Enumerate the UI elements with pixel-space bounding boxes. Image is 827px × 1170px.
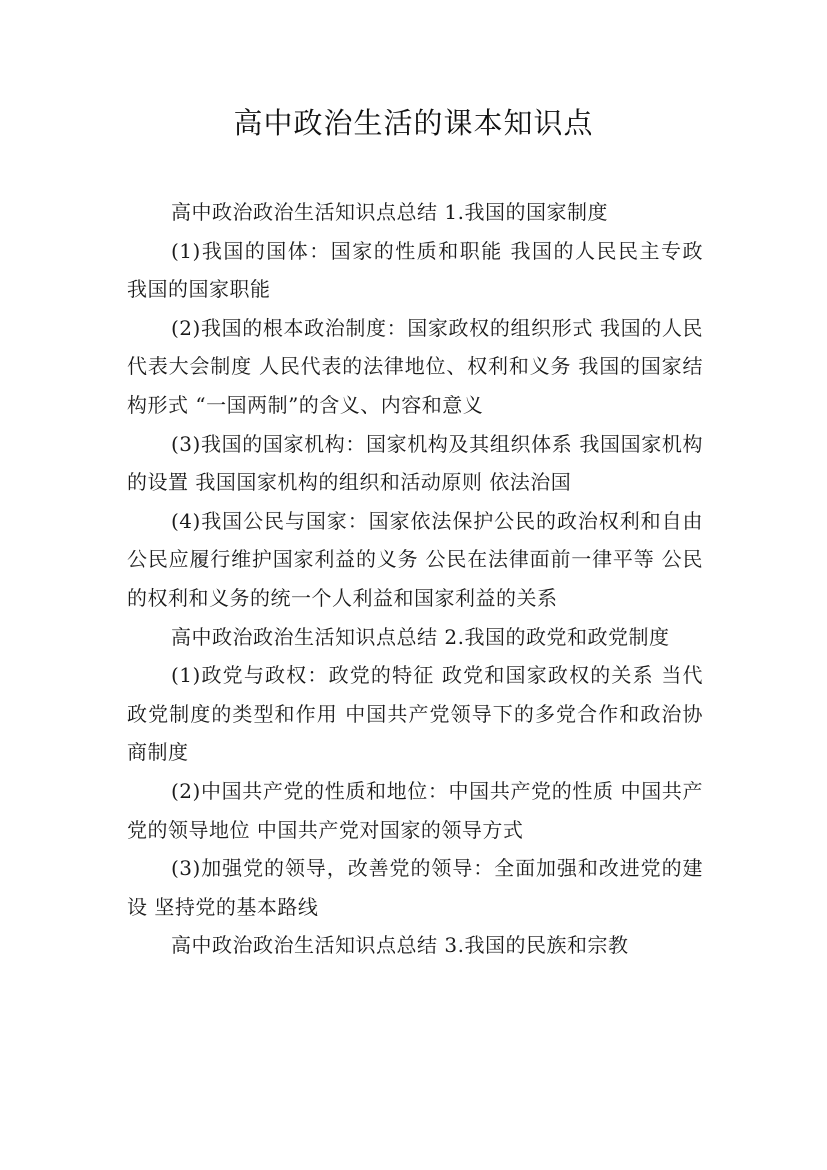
section-heading-2: 高中政治政治生活知识点总结 2.我国的政党和政党制度 [171,624,670,649]
section-heading-3: 高中政治政治生活知识点总结 3.我国的民族和宗教 [171,933,629,958]
paragraph-political-system: (2)我国的根本政治制度：国家政权的组织形式 我国的人民代表大会制度 人民代表的法律地位、权利和义务 我国的国家结构形式 “一国两制”的含义、内容和意义 [127,315,703,417]
document-title: 高中政治生活的课本知识点 [233,106,594,140]
paragraph-party-nature: (2)中国共产党的性质和地位：中国共产党的性质 中国共产党的领导地位 中国共产党对国家的领导方式 [127,778,703,842]
paragraph-party-and-power: (1)政党与政权：政党的特征 政党和国家政权的关系 当代政党制度的类型和作用 中国共产党领导下的多党合作和政治协商制度 [127,663,703,765]
paragraph-state-organs: (3)我国的国家机构：国家机构及其组织体系 我国国家机构的设置 我国国家机构的组织和活动原则 依法治国 [127,431,703,495]
section-heading-1: 高中政治政治生活知识点总结 1.我国的国家制度 [171,200,608,224]
document-body [127,193,703,965]
paragraph-state-system: (1)我国的国体：国家的性质和职能 我国的人民民主专政 我国的国家职能 [127,238,703,302]
paragraph-citizens-and-state: (4)我国公民与国家：国家依法保护公民的政治权利和自由 公民应履行维护国家利益的义务 公民在法律面前一律平等 公民的权利和义务的统一个人利益和国家利益的关系 [127,508,703,610]
paragraph-party-leadership: (3)加强党的领导，改善党的领导：全面加强和改进党的建设 坚持党的基本路线 [127,856,703,919]
